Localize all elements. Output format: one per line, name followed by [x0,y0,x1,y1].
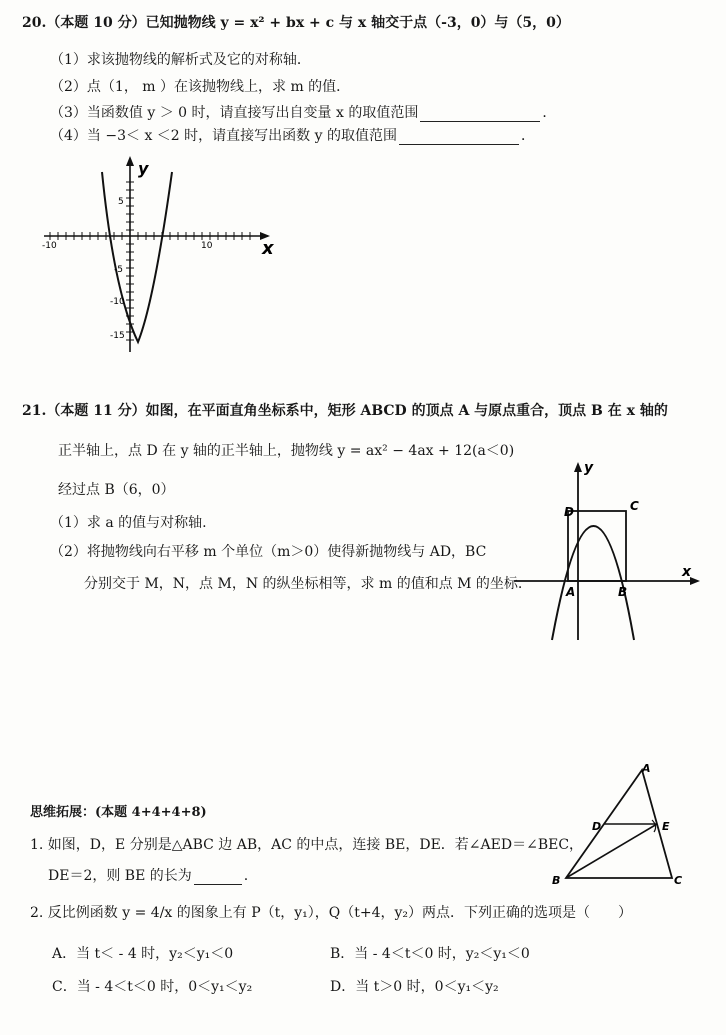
extension-title: 思维拓展：(本题 4+4+4+8) [30,805,207,820]
segment-be [566,824,657,878]
q21-line3: 经过点 B（6，0） [58,482,175,498]
tick-label-neg10: -10 [42,241,57,251]
q21-rectangle-parabola-figure [510,458,710,648]
q20-part3 [50,104,556,122]
extension-q1-answer-blank[interactable] [194,870,242,885]
triangle-label-d: D [592,820,602,833]
q20-part3-text: （3）当函数值 y ＞ 0 时，请直接写出自变量 x 的取值范围 [50,105,419,121]
q21-part2-b: 分别交于 M，N，点 M，N 的纵坐标相等，求 m 的值和点 M 的坐标. [84,576,523,592]
tick-label-10: 10 [201,241,213,251]
option-c[interactable]: C．当 - 4＜t＜0 时，0＜y₁＜y₂ [52,979,253,995]
q20-part2: （2）点（1， m ）在该抛物线上，求 m 的值． [50,79,351,95]
q20-parabola-graph [38,152,288,362]
triangle-abc-figure [548,760,718,890]
option-b[interactable]: B．当 - 4＜t＜0 时，y₂＜y₁＜0 [330,946,530,962]
q21-x-axis-arrow-icon [690,577,700,585]
q21-part2-a: （2）将抛物线向右平移 m 个单位（m＞0）使得新抛物线与 AD，BC [50,544,487,560]
extension-q1-line1: 1. 如图，D，E 分别是△ABC 边 AB，AC 的中点，连接 BE，DE．若∠AED＝∠BEC， [30,837,584,853]
point-c-label: C [630,499,639,513]
q20-part3-end: ． [542,105,557,121]
q21-y-axis-arrow-icon [574,462,582,472]
point-d-label: D [564,505,574,519]
q21-y-label: y [584,460,594,476]
q21-line2: 正半轴上，点 D 在 y 轴的正半轴上，抛物线 y = ax² − 4ax + 12(a＜0) [58,443,515,459]
y-axis-label: y [138,159,149,178]
extension-q2-line: 2. 反比例函数 y = 4/x 的图象上有 P（t，y₁），Q（t+4，y₂）两点．下列正确的选项是（ ） [30,905,633,921]
q21-x-label: x [682,564,692,580]
tick-label-neg15: -15 [110,331,125,341]
q21-parabola-curve [552,526,634,640]
q20-part1: （1）求该抛物线的解析式及它的对称轴． [50,52,311,68]
option-d[interactable]: D．当 t＞0 时，0＜y₁＜y₂ [330,979,499,995]
q20-part4-answer-blank[interactable] [399,130,519,145]
x-axis-label: x [262,238,274,259]
parabola-curve [102,172,172,342]
q20-part4-text: （4）当 −3＜ x ＜2 时，请直接写出函数 y 的取值范围 [50,128,397,144]
point-a-label: A [566,585,576,599]
tick-label-neg5: -5 [114,265,123,275]
extension-q1-line2 [48,867,248,885]
y-axis-arrow-icon [126,156,134,166]
q20-part3-answer-blank[interactable] [420,107,540,122]
q20-header: 20.（本题 10 分）已知抛物线 y = x² + bx + c 与 x 轴交于点（-3，0）与（5，0） [22,15,570,31]
tick-label-5: 5 [118,197,124,207]
triangle-label-a: A [642,762,651,775]
tick-label-neg10-y: -10 [110,297,125,307]
q21-part1: （1）求 a 的值与对称轴. [50,515,207,531]
triangle-label-b: B [552,874,561,887]
option-a[interactable]: A．当 t＜ - 4 时，y₂＜y₁＜0 [52,946,234,962]
extension-q1-text: DE＝2，则 BE 的长为 [48,868,192,884]
triangle-label-c: C [674,874,683,887]
extension-q1-end: . [243,868,249,884]
point-b-label: B [618,585,628,599]
q21-header: 21.（本题 11 分）如图，在平面直角坐标系中，矩形 ABCD 的顶点 A 与原点重合，顶点 B 在 x 轴的 [22,403,668,419]
q20-part4-end: ． [520,128,535,144]
q20-part4 [50,127,535,145]
triangle-label-e: E [662,820,670,833]
